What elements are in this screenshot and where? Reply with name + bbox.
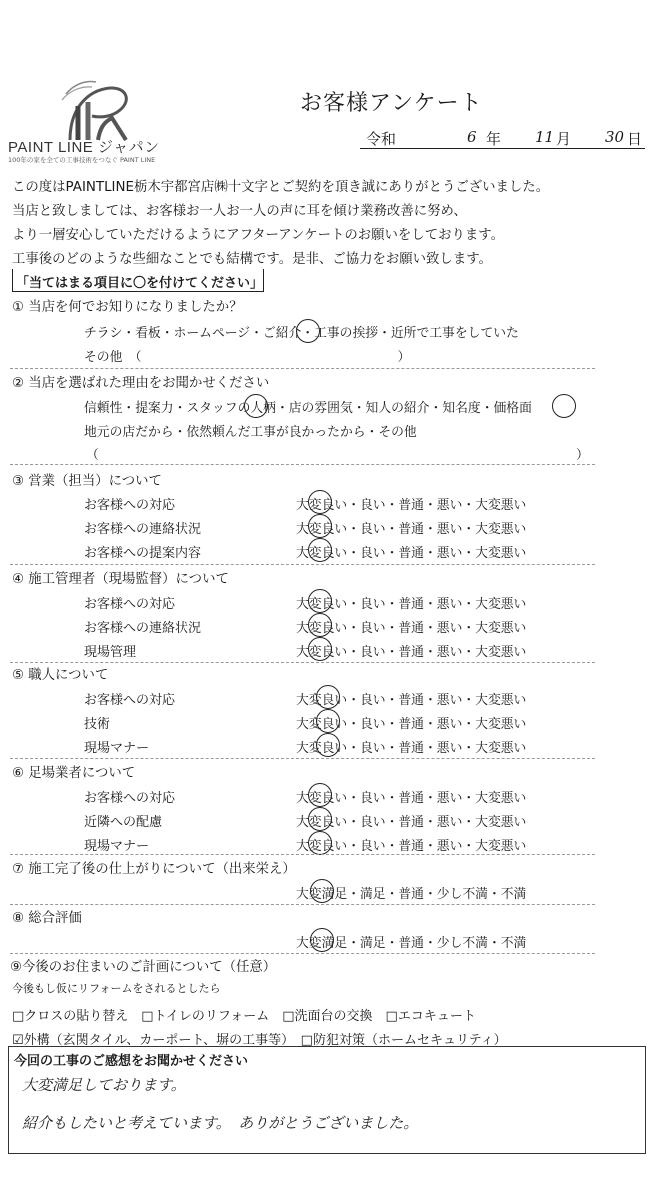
q9-checkbox-row[interactable]: □クロスの貼り替え □トイレのリフォーム □洗面台の交換 □エコキュート: [12, 1009, 476, 1024]
q3-heading: ③ 営業（担当）について: [12, 474, 162, 489]
q6-answer-circle[interactable]: [308, 831, 332, 855]
q1-heading: ① 当店を何でお知りになりましたか？: [12, 300, 243, 315]
q2-paren-open: （: [86, 448, 99, 463]
q9-checkbox-row[interactable]: ☑外構（玄関タイル、カーポート、塀の工事等） □防犯対策（ホームセキュリティ）: [12, 1033, 507, 1048]
section-divider: [10, 904, 595, 905]
q7-rating: 大変満足・満足・普通・少し不満・不満: [296, 887, 527, 902]
q2-answer-circle-staff[interactable]: [244, 394, 268, 418]
q2-heading: ② 当店を選ばれた理由をお聞かせください: [12, 376, 270, 391]
instruction-text: 「当てはまる項目に〇を付けてください」: [16, 276, 264, 291]
q4-rating: 大変良い・良い・普通・悪い・大変悪い: [296, 621, 527, 636]
q1-answer-circle[interactable]: [296, 319, 320, 343]
section-divider: [10, 368, 595, 369]
q5-answer-circle[interactable]: [316, 685, 340, 709]
intro-line: より一層安心していただけるようにアフターアンケートのお願いをしております。: [12, 228, 504, 243]
q6-rating: 大変良い・良い・普通・悪い・大変悪い: [296, 791, 527, 806]
q8-rating: 大変満足・満足・普通・少し不満・不満: [296, 936, 527, 951]
date-month-unit: 月: [556, 130, 572, 148]
section-divider: [10, 464, 595, 465]
q4-rating: 大変良い・良い・普通・悪い・大変悪い: [296, 597, 527, 612]
intro-line: 当店と致しましては、お客様お一人お一人の声に耳を傾け業務改善に努め、: [12, 204, 467, 219]
q5-heading: ⑤ 職人について: [12, 668, 109, 683]
q3-answer-circle[interactable]: [308, 538, 332, 562]
intro-line: 工事後のどのような些細なことでも結構です。是非、ご協力をお願い致します。: [12, 252, 492, 267]
q5-item: 技術: [84, 717, 111, 732]
date-day: 30: [605, 128, 625, 146]
q5-item: お客様への対応: [84, 693, 176, 708]
q5-rating: 大変良い・良い・普通・悪い・大変悪い: [296, 717, 527, 732]
q3-item: お客様への対応: [84, 498, 176, 513]
q1-other: その他 （ ）: [84, 350, 411, 365]
q2-answer-circle-price[interactable]: [552, 394, 576, 418]
logo-name: PAINT LINE ジャパン: [8, 139, 160, 156]
q8-answer-circle[interactable]: [310, 928, 334, 952]
q6-answer-circle[interactable]: [308, 783, 332, 807]
q4-answer-circle[interactable]: [308, 637, 332, 661]
q6-item: 現場マナー: [84, 839, 150, 854]
q3-item: お客様への提案内容: [84, 546, 202, 561]
q4-rating: 大変良い・良い・普通・悪い・大変悪い: [296, 645, 527, 660]
q3-rating: 大変良い・良い・普通・悪い・大変悪い: [296, 546, 527, 561]
q6-rating: 大変良い・良い・普通・悪い・大変悪い: [296, 839, 527, 854]
q5-answer-circle[interactable]: [316, 709, 340, 733]
q9-heading: ⑨今後のお住まいのご計画について（任意）: [10, 960, 277, 975]
q3-item: お客様への連絡状況: [84, 522, 202, 537]
q2-paren-close: ）: [576, 448, 589, 463]
q7-heading: ⑦ 施工完了後の仕上がりについて（出来栄え）: [12, 862, 296, 877]
q4-item: お客様への連絡状況: [84, 621, 202, 636]
feedback-comment[interactable]: 紹介もしたいと考えています。 ありがとうございました。: [22, 1114, 419, 1132]
q2-options-2: 地元の店だから・依然頼んだ工事が良かったから・その他: [84, 425, 417, 440]
q6-item: お客様への対応: [84, 791, 176, 806]
page-title: お客様アンケート: [300, 91, 483, 116]
q7-answer-circle[interactable]: [310, 879, 334, 903]
section-divider: [10, 854, 595, 855]
q2-options-1: 信頼性・提案力・スタッフの人柄・店の雰囲気・知人の紹介・知名度・価格面: [84, 401, 532, 416]
date-era: 令和: [366, 130, 397, 148]
q5-rating: 大変良い・良い・普通・悪い・大変悪い: [296, 693, 527, 708]
date-underline: [360, 148, 645, 149]
q5-rating: 大変良い・良い・普通・悪い・大変悪い: [296, 741, 527, 756]
q9-subtext: 今後もし仮にリフォームをされるとしたら: [12, 982, 221, 995]
section-divider: [10, 758, 595, 759]
q8-heading: ⑧ 総合評価: [12, 911, 82, 926]
feedback-heading: 今回の工事のご感想をお聞かせください: [14, 1054, 249, 1069]
q1-options: チラシ・看板・ホームページ・ご紹介・工事の挨拶・近所で工事をしていた: [84, 326, 519, 341]
date-year: 6: [467, 128, 477, 146]
date-year-unit: 年: [486, 130, 502, 148]
q3-rating: 大変良い・良い・普通・悪い・大変悪い: [296, 522, 527, 537]
section-divider: [10, 662, 595, 663]
q4-item: お客様への対応: [84, 597, 176, 612]
q3-answer-circle[interactable]: [308, 514, 332, 538]
q5-item: 現場マナー: [84, 741, 150, 756]
logo-tagline: 100年の家を全ての工事技術をつなぐ PAINT LINE: [8, 156, 156, 164]
date-day-unit: 日: [627, 130, 643, 148]
q6-answer-circle[interactable]: [308, 807, 332, 831]
q6-item: 近隣への配慮: [84, 815, 163, 830]
q5-answer-circle[interactable]: [316, 733, 340, 757]
q3-rating: 大変良い・良い・普通・悪い・大変悪い: [296, 498, 527, 513]
q6-rating: 大変良い・良い・普通・悪い・大変悪い: [296, 815, 527, 830]
q4-heading: ④ 施工管理者（現場監督）について: [12, 572, 229, 587]
feedback-comment[interactable]: 大変満足しております。: [22, 1076, 186, 1094]
q4-answer-circle[interactable]: [308, 613, 332, 637]
q4-answer-circle[interactable]: [308, 589, 332, 613]
section-divider: [10, 953, 595, 954]
date-month: 11: [535, 128, 555, 146]
q6-heading: ⑥ 足場業者について: [12, 766, 136, 781]
q3-answer-circle[interactable]: [308, 490, 332, 514]
section-divider: [10, 564, 595, 565]
q4-item: 現場管理: [84, 645, 137, 660]
intro-line: この度はPAINTLINE栃木宇都宮店㈱十文字とご契約を頂き誠にありがとうございました。: [12, 180, 550, 195]
